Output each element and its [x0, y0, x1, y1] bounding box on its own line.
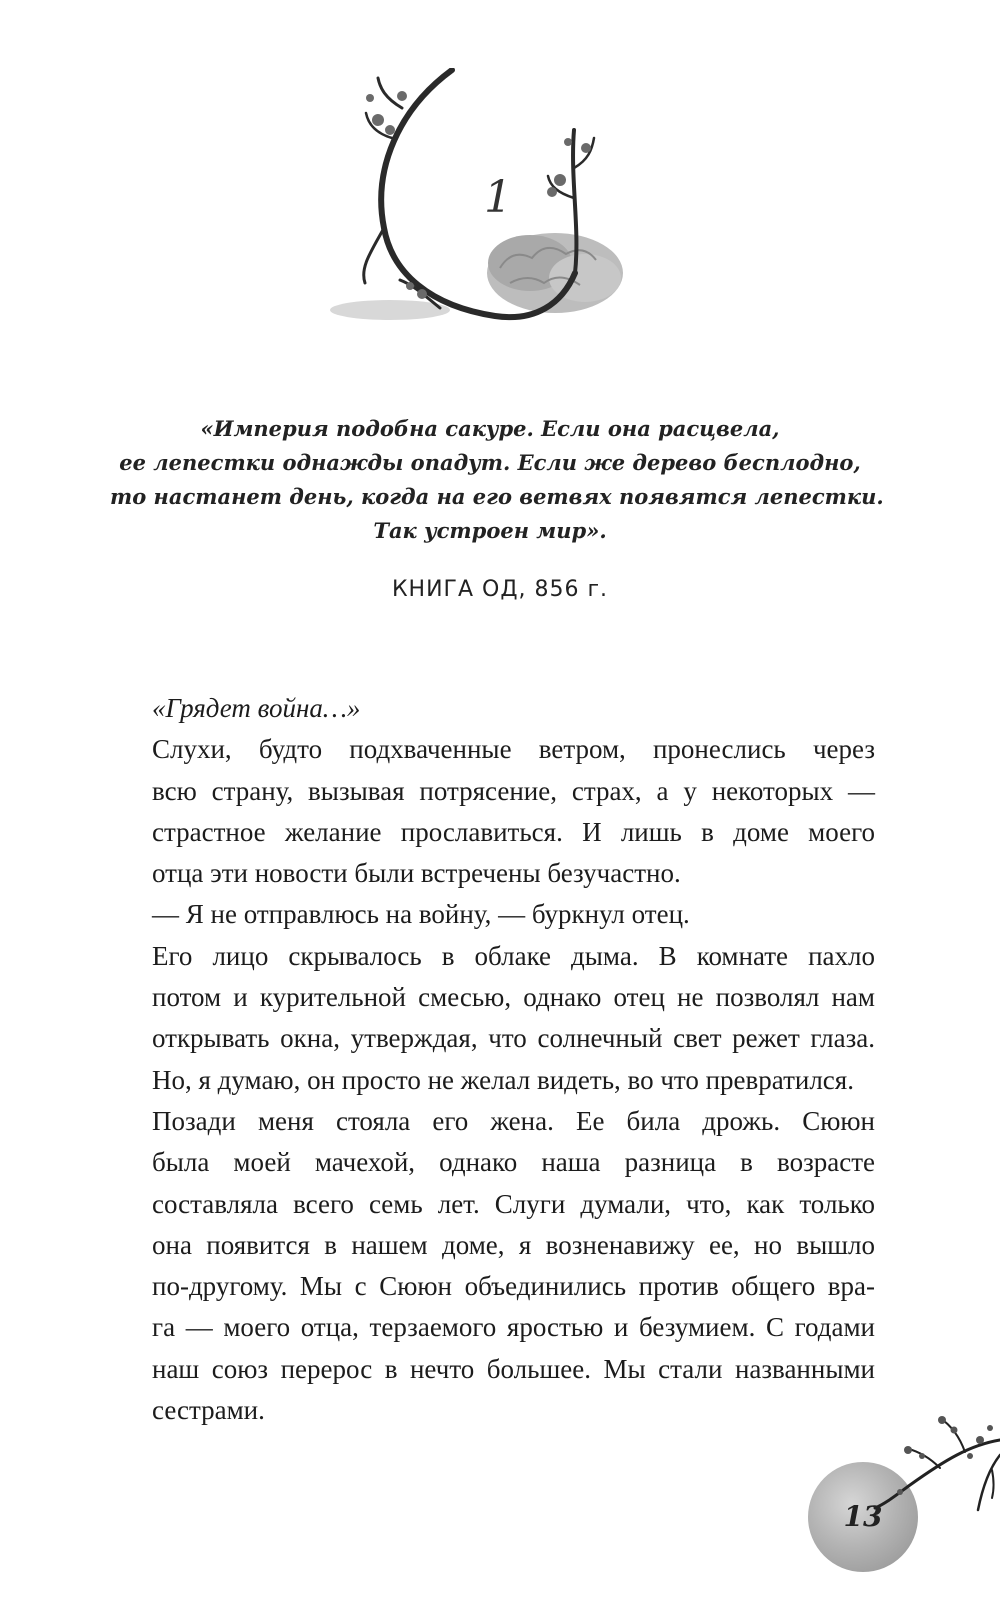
paragraph — [105, 1101, 875, 1431]
paragraph — [105, 729, 875, 894]
text-line: «Грядет война…» — [152, 693, 361, 723]
epigraph-line: то настанет день, когда на его ветвях появятся лепестки. — [110, 484, 884, 509]
text-line: была моей мачехой, однако наша разница в возрасте — [152, 1147, 875, 1178]
paragraph — [105, 894, 875, 935]
text-line: сестрами. — [152, 1395, 265, 1426]
chapter-number: 1 — [484, 172, 512, 223]
text-line: потом и курительной смесью, однако отец не позволял нам — [152, 982, 875, 1013]
text-line: Его лицо скрывалось в облаке дыма. В комнате пахло — [152, 940, 875, 971]
text-line: га — моего отца, терзаемого яростью и безумием. С годами — [152, 1312, 875, 1343]
epigraph — [110, 412, 884, 548]
text-line: всю страну, вызывая потрясение, страх, а у некоторых — — [152, 775, 875, 806]
epigraph-source: КНИГА ОД, 856 г. — [391, 577, 609, 602]
text-line: она появится в нашем доме, я возненавижу ее, но вышло — [152, 1229, 875, 1260]
body-text — [105, 688, 875, 1431]
text-line: отца эти новости были встречены безучастно. — [152, 858, 681, 889]
epigraph-line: Так устроен мир». — [373, 518, 607, 543]
paragraph — [105, 688, 875, 729]
page-number: 13 — [843, 1500, 883, 1533]
text-line: страстное желание прославиться. И лишь в доме моего — [152, 816, 875, 847]
text-line: наш союз перерос в нечто большее. Мы стали названными — [152, 1353, 875, 1384]
epigraph-line: ее лепестки однажды опадут. Если же дерево бесплодно, — [119, 450, 861, 475]
sakura-corner-branch — [870, 1400, 1000, 1560]
text-line: открывать окна, утверждая, что солнечный свет режет глаза. — [152, 1023, 875, 1054]
text-line: составляла всего семь лет. Слуги думали, что, как только — [152, 1188, 875, 1219]
text-line: по-другому. Мы с Сююн объединились против общего вра- — [152, 1271, 875, 1302]
text-line: Но, я думаю, он просто не желал видеть, во что превратился. — [152, 1064, 854, 1095]
text-line: Слухи, будто подхваченные ветром, пронеслись через — [152, 734, 875, 765]
text-line: — Я не отправлюсь на войну, — буркнул отец. — [152, 899, 690, 930]
epigraph-line: «Империя подобна сакуре. Если она расцвела, — [200, 416, 780, 441]
paragraph — [105, 936, 875, 1101]
text-line: Позади меня стояла его жена. Ее била дрожь. Сююн — [152, 1105, 875, 1136]
